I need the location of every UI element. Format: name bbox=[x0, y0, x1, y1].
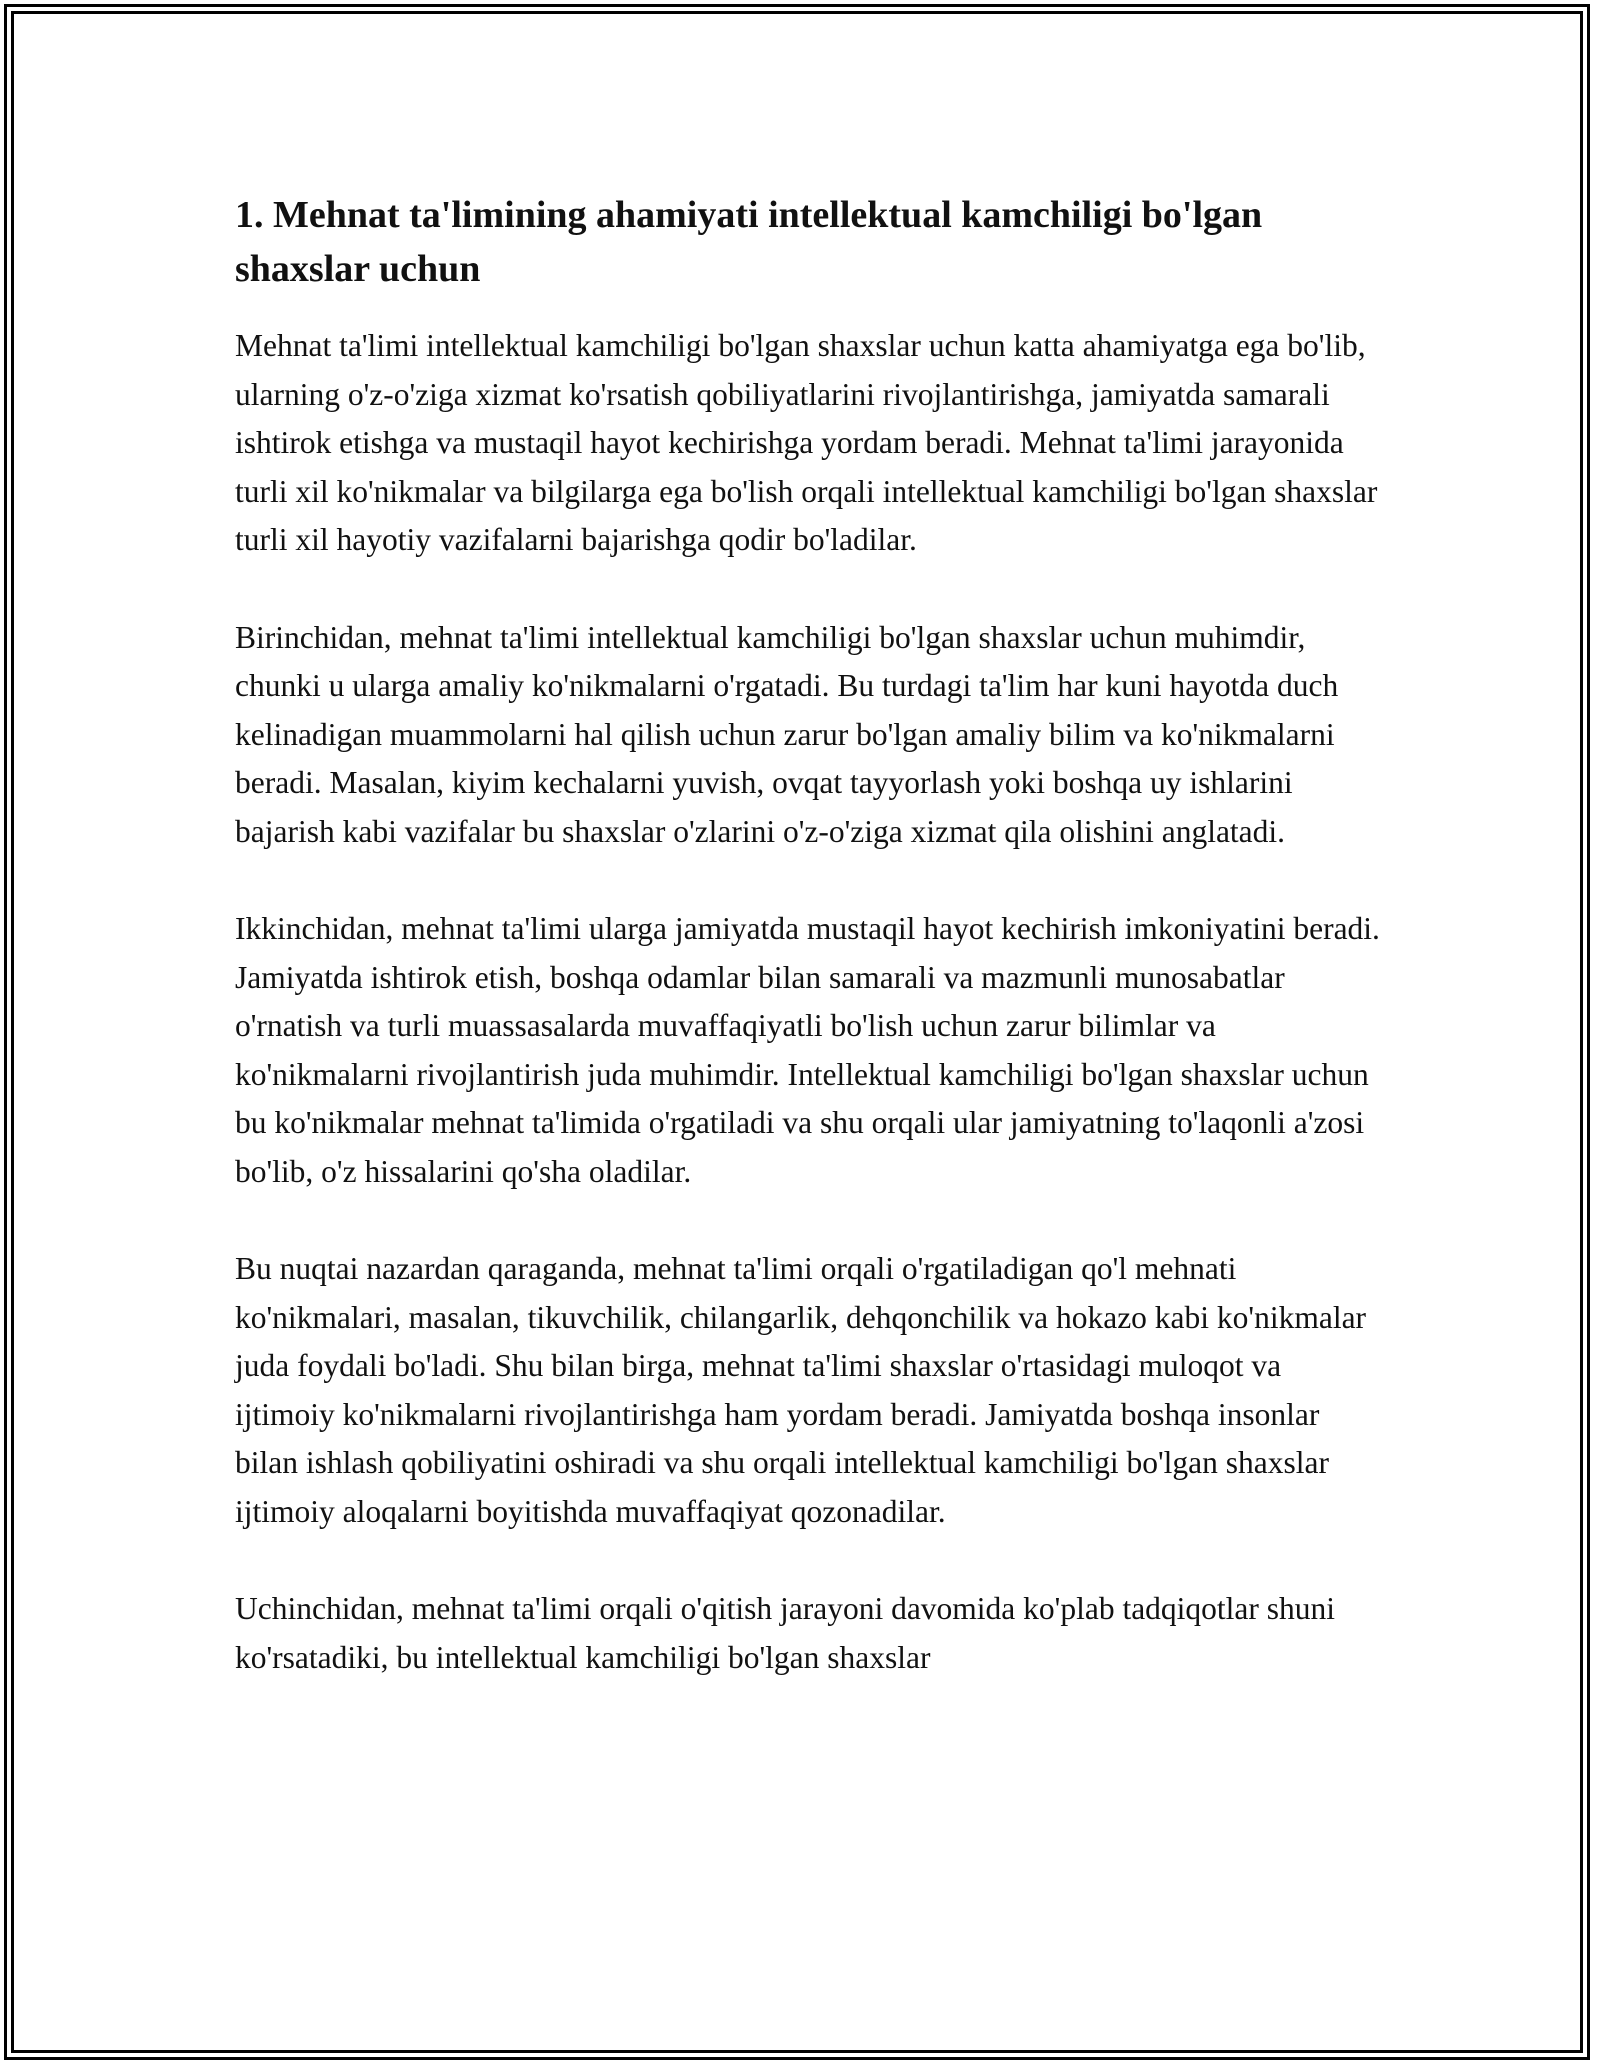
document-body bbox=[235, 188, 1385, 1731]
section-heading: 1. Mehnat ta'limining ahamiyati intellektual kamchiligi bo'lgan shaxslar uchun bbox=[235, 194, 1263, 290]
paragraph-2: Birinchidan, mehnat ta'limi intellektual kamchiligi bo'lgan shaxslar uchun muhimdir, chunki u ularga amaliy ko'nikmalarni o'rgatadi. Bu turdagi ta'lim har kuni hayotda duch kelinadigan muammolarni hal qilish uchun zarur bo'lgan amaliy bilim va ko'nikmalarni beradi. Masalan, kiyim kechalarni yuvish, ovqat tayyorlash yoki boshqa uy ishlarini bajarish kabi vazifalar bu shaxslar o'zlarini o'z-o'ziga xizmat qila olishini anglatadi. bbox=[235, 619, 1339, 849]
paragraph-3: Ikkinchidan, mehnat ta'limi ularga jamiyatda mustaqil hayot kechirish imkoniyatini beradi. Jamiyatda ishtirok etish, boshqa odamlar bilan samarali va mazmunli munosabatlar o'rnatish va turli muassasalarda muvaffaqiyatli bo'lish uchun zarur bilimlar va ko'nikmalarni rivojlantirish juda muhimdir. Intellektual kamchiligi bo'lgan shaxslar uchun bu ko'nikmalar mehnat ta'limida o'rgatiladi va shu orqali ular jamiyatning to'laqonli a'zosi bo'lib, o'z hissalarini qo'sha oladilar. bbox=[235, 911, 1380, 1189]
paragraph-5: Uchinchidan, mehnat ta'limi orqali o'qitish jarayoni davomida ko'plab tadqiqotlar shuni ko'rsatadiki, bu intellektual kamchiligi bo'lgan shaxslar bbox=[235, 1591, 1336, 1675]
paragraph-1: Mehnat ta'limi intellektual kamchiligi bo'lgan shaxslar uchun katta ahamiyatga ega bo'lib, ularning o'z-o'ziga xizmat ko'rsatish qobiliyatlarini rivojlantirishga, jamiyatda samarali ishtirok etishga va mustaqil hayot kechirishga yordam beradi. Mehnat ta'limi jarayonida turli xil ko'nikmalar va bilgilarga ega bo'lish orqali intellektual kamchiligi bo'lgan shaxslar turli xil hayotiy vazifalarni bajarishga qodir bo'ladilar. bbox=[235, 328, 1378, 557]
paragraph-4: Bu nuqtai nazardan qaraganda, mehnat ta'limi orqali o'rgatiladigan qo'l mehnati ko'nikmalari, masalan, tikuvchilik, chilangarlik, dehqonchilik va hokazo kabi ko'nikmalar juda foydali bo'ladi. Shu bilan birga, mehnat ta'limi shaxslar o'rtasidagi muloqot va ijtimoiy ko'nikmalarni rivojlantirishga ham yordam beradi. Jamiyatda boshqa insonlar bilan ishlash qobiliyatini oshiradi va shu orqali intellektual kamchiligi bo'lgan shaxslar ijtimoiy aloqalarni boyitishda muvaffaqiyat qozonadilar. bbox=[235, 1251, 1367, 1529]
